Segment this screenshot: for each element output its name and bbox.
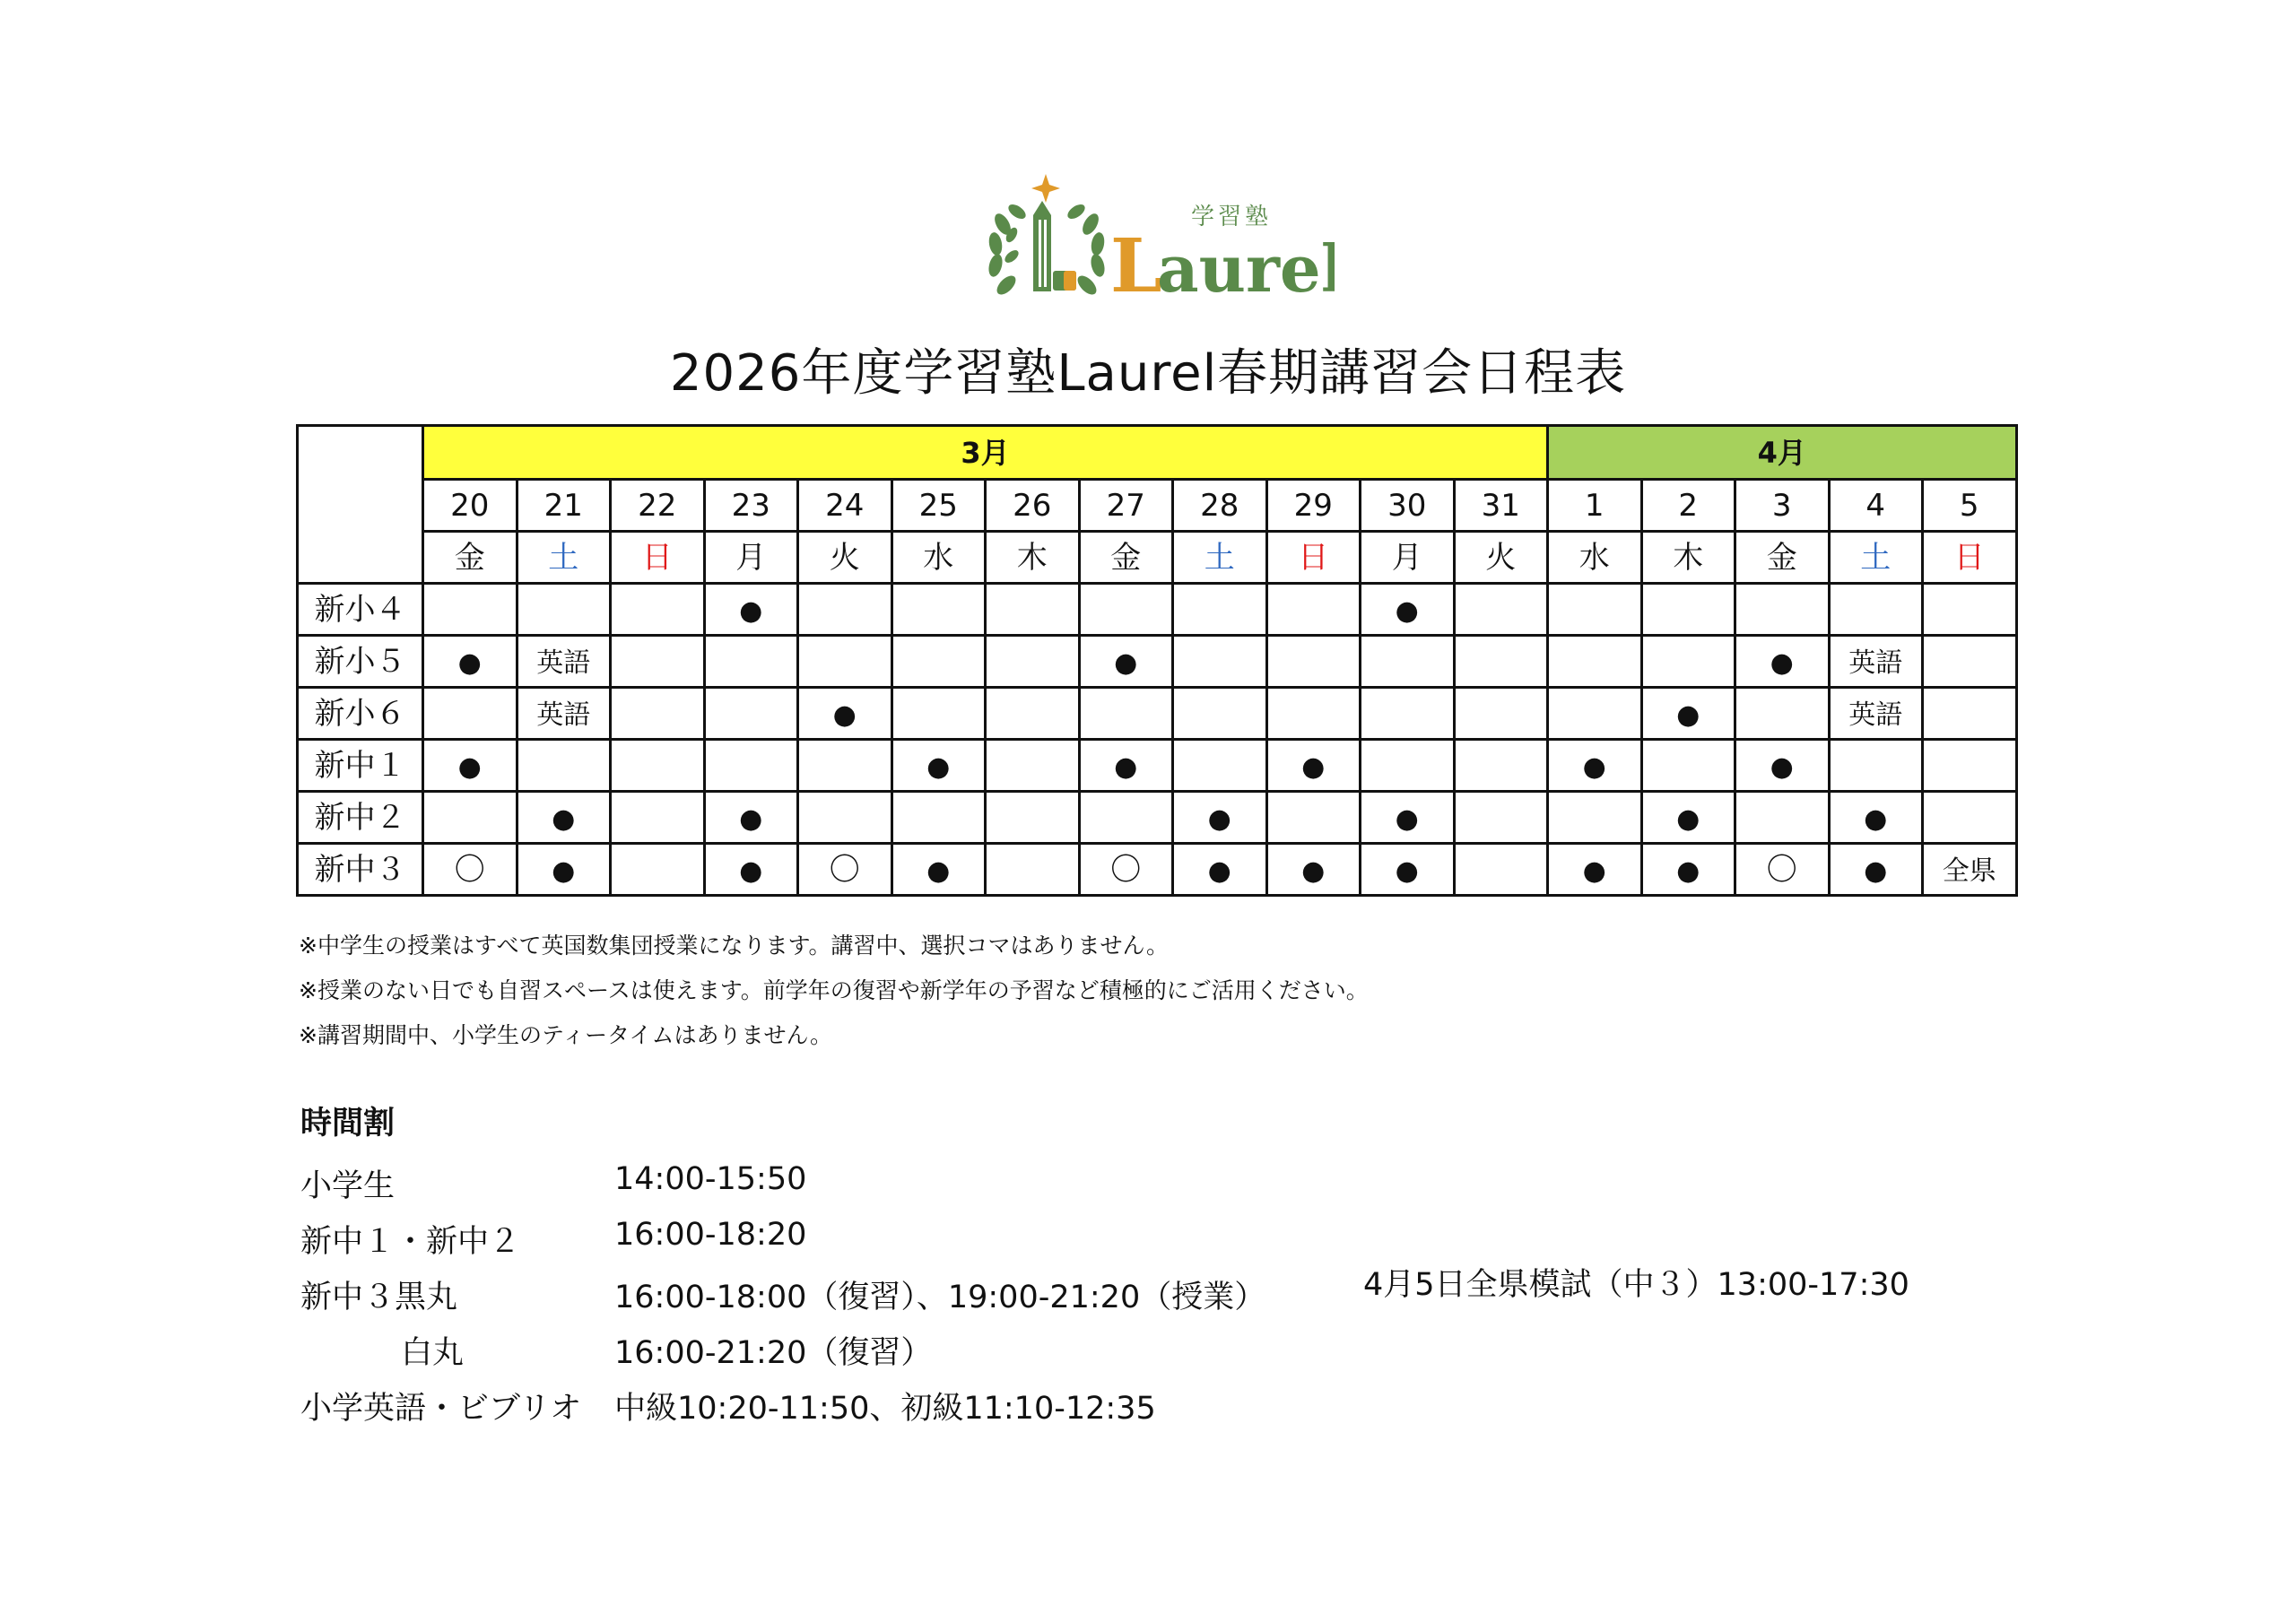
date-cell: 20	[423, 480, 517, 532]
schedule-cell	[1266, 636, 1361, 688]
schedule-cell	[517, 688, 611, 740]
class-dot-mark: ●	[552, 803, 576, 835]
weekday-cell: 土	[517, 532, 611, 584]
schedule-cell	[704, 636, 798, 688]
schedule-cell	[1641, 844, 1735, 896]
date-cell: 4	[1829, 480, 1923, 532]
schedule-cell	[1454, 844, 1548, 896]
weekday-cell: 金	[1735, 532, 1830, 584]
schedule-cell	[1641, 584, 1735, 636]
grade-row	[298, 688, 2017, 740]
date-cell: 21	[517, 480, 611, 532]
schedule-cell	[1454, 792, 1548, 844]
weekday-cell: 水	[891, 532, 986, 584]
schedule-cell	[1173, 844, 1267, 896]
schedule-cell	[1548, 740, 1642, 792]
schedule-cell	[517, 740, 611, 792]
class-dot-mark: ●	[1770, 647, 1794, 679]
class-dot-mark: ●	[1582, 855, 1606, 887]
grade-label: 新中３	[298, 844, 423, 896]
schedule-cell	[517, 636, 611, 688]
cell-text: 全県	[1942, 855, 1996, 887]
schedule-cell	[611, 636, 705, 688]
schedule-cell	[423, 584, 517, 636]
schedule-cell	[891, 584, 986, 636]
date-cell: 22	[611, 480, 705, 532]
note-item: ※中学生の授業はすべて英国数集団授業になります。講習中、選択コマはありません。	[299, 933, 1169, 959]
date-cell: 2	[1641, 480, 1735, 532]
schedule-cell	[1829, 584, 1923, 636]
schedule-cell	[1079, 792, 1173, 844]
schedule-cell	[517, 584, 611, 636]
timetable-label: 小学生	[300, 1168, 396, 1204]
schedule-cell	[1361, 844, 1455, 896]
schedule-cell	[1548, 636, 1642, 688]
schedule-cell	[1079, 740, 1173, 792]
class-dot-mark: ●	[1676, 855, 1700, 887]
month-header: 3月	[423, 426, 1548, 480]
date-cell: 28	[1173, 480, 1267, 532]
schedule-cell	[1173, 740, 1267, 792]
weekday-cell: 木	[1641, 532, 1735, 584]
schedule-cell	[1735, 584, 1830, 636]
schedule-cell	[423, 740, 517, 792]
review-circle-mark: 〇	[1766, 851, 1797, 888]
schedule-cell	[1079, 584, 1173, 636]
timetable-value: 16:00-18:00（復習）、19:00-21:20（授業）	[614, 1280, 1266, 1315]
timetable-label: 白丸	[401, 1335, 465, 1371]
class-dot-mark: ●	[1207, 803, 1231, 835]
page-title: 2026年度学習塾Laurel春期講習会日程表	[669, 344, 1627, 403]
schedule-cell	[891, 636, 986, 688]
schedule-cell	[798, 792, 892, 844]
weekday-cell: 日	[1266, 532, 1361, 584]
class-dot-mark: ●	[1301, 855, 1326, 887]
schedule-cell	[986, 584, 1080, 636]
weekday-cell: 金	[423, 532, 517, 584]
schedule-cell	[1548, 688, 1642, 740]
schedule-cell	[986, 688, 1080, 740]
schedule-cell	[1923, 636, 2017, 688]
class-dot-mark: ●	[1395, 855, 1419, 887]
schedule-cell	[891, 688, 986, 740]
notes	[299, 924, 1369, 1058]
schedule-cell	[1079, 688, 1173, 740]
note-item: ※講習期間中、小学生のティータイムはありません。	[299, 1022, 832, 1048]
schedule-cell	[1641, 792, 1735, 844]
review-circle-mark: 〇	[829, 851, 860, 888]
schedule-cell	[986, 740, 1080, 792]
schedule-cell	[423, 688, 517, 740]
schedule-cell	[704, 740, 798, 792]
weekday-cell: 日	[611, 532, 705, 584]
grade-label: 新小５	[298, 636, 423, 688]
class-dot-mark: ●	[1676, 803, 1700, 835]
schedule-cell	[517, 792, 611, 844]
class-dot-mark: ●	[552, 855, 576, 887]
class-dot-mark: ●	[1395, 803, 1419, 835]
logo-rest: aurel	[1157, 230, 1335, 305]
grade-row	[298, 740, 2017, 792]
schedule-cell	[1454, 584, 1548, 636]
grade-row	[298, 844, 2017, 896]
date-cell: 3	[1735, 480, 1830, 532]
weekday-cell: 火	[1454, 532, 1548, 584]
schedule-cell	[1735, 688, 1830, 740]
grade-label: 新中２	[298, 792, 423, 844]
schedule-cell	[798, 844, 892, 896]
cell-text: 英語	[536, 647, 591, 679]
class-dot-mark: ●	[926, 855, 951, 887]
schedule-cell	[611, 740, 705, 792]
class-dot-mark: ●	[457, 647, 482, 679]
weekday-cell: 日	[1923, 532, 2017, 584]
date-row	[298, 480, 2017, 532]
weekday-row	[298, 532, 2017, 584]
schedule-cell	[798, 584, 892, 636]
timetable-value: 16:00-18:20	[614, 1217, 807, 1253]
timetable-row	[300, 1217, 807, 1272]
grade-row	[298, 636, 2017, 688]
month-header: 4月	[1548, 426, 2017, 480]
exam-note: 4月5日全県模試（中３）13:00-17:30	[1363, 1267, 1909, 1303]
class-dot-mark: ●	[1864, 803, 1888, 835]
schedule-cell	[704, 584, 798, 636]
class-dot-mark: ●	[832, 699, 857, 731]
schedule-cell	[891, 844, 986, 896]
schedule-cell	[704, 688, 798, 740]
schedule-cell	[1454, 688, 1548, 740]
class-dot-mark: ●	[1864, 855, 1888, 887]
class-dot-mark: ●	[1114, 647, 1138, 679]
date-cell: 23	[704, 480, 798, 532]
schedule-cell	[1923, 584, 2017, 636]
date-cell: 29	[1266, 480, 1361, 532]
timetable-label: 新中１・新中２	[300, 1224, 521, 1260]
logo-L: L	[1110, 223, 1162, 305]
weekday-cell: 月	[1361, 532, 1455, 584]
class-dot-mark: ●	[1207, 855, 1231, 887]
schedule-cell	[1173, 584, 1267, 636]
grade-row	[298, 792, 2017, 844]
timetable-row	[300, 1161, 807, 1217]
schedule-cell	[423, 792, 517, 844]
schedule-cell	[1923, 844, 2017, 896]
schedule-cell	[1266, 740, 1361, 792]
schedule-cell	[611, 792, 705, 844]
class-dot-mark: ●	[926, 751, 951, 783]
schedule-cell	[517, 844, 611, 896]
schedule-cell	[798, 636, 892, 688]
timetable-value: 中級10:20-11:50、初級11:10-12:35	[614, 1391, 1156, 1427]
month-header-row	[298, 426, 2017, 480]
schedule-cell	[1361, 740, 1455, 792]
schedule-cell	[1548, 584, 1642, 636]
date-cell: 26	[986, 480, 1080, 532]
schedule-cell	[611, 844, 705, 896]
laurel-wreath-icon	[987, 174, 1107, 298]
schedule-cell	[1735, 740, 1830, 792]
schedule-cell	[1829, 844, 1923, 896]
schedule-cell	[1829, 792, 1923, 844]
schedule-cell	[704, 792, 798, 844]
timetable-label: 新中３黒丸	[300, 1280, 458, 1315]
schedule-cell	[1641, 740, 1735, 792]
date-cell: 25	[891, 480, 986, 532]
weekday-cell: 金	[1079, 532, 1173, 584]
corner-cell	[298, 426, 423, 584]
class-dot-mark: ●	[1770, 751, 1794, 783]
date-cell: 5	[1923, 480, 2017, 532]
class-dot-mark: ●	[1395, 595, 1419, 627]
cell-text: 英語	[1848, 647, 1903, 679]
schedule-cell	[1641, 688, 1735, 740]
grade-row	[298, 584, 2017, 636]
schedule-cell	[611, 584, 705, 636]
schedule-cell	[1923, 688, 2017, 740]
date-cell: 31	[1454, 480, 1548, 532]
schedule-cell	[1641, 636, 1735, 688]
weekday-cell: 土	[1829, 532, 1923, 584]
schedule-cell	[1829, 688, 1923, 740]
schedule-cell	[1735, 636, 1830, 688]
logo-kanji: 学習塾	[1191, 204, 1273, 230]
timetable-row	[300, 1384, 1156, 1439]
schedule-cell	[423, 844, 517, 896]
timetable-value: 16:00-21:20（復習）	[614, 1335, 933, 1371]
schedule-cell	[1361, 792, 1455, 844]
schedule-cell	[1173, 792, 1267, 844]
schedule-cell	[1923, 792, 2017, 844]
schedule-cell	[891, 740, 986, 792]
class-dot-mark: ●	[739, 803, 763, 835]
class-dot-mark: ●	[1301, 751, 1326, 783]
date-cell: 1	[1548, 480, 1642, 532]
schedule-cell	[1173, 636, 1267, 688]
schedule-cell	[1454, 740, 1548, 792]
weekday-cell: 木	[986, 532, 1080, 584]
schedule-cell	[1548, 844, 1642, 896]
class-dot-mark: ●	[739, 595, 763, 627]
cell-text: 英語	[1848, 699, 1903, 731]
schedule-cell	[891, 792, 986, 844]
schedule-cell	[986, 792, 1080, 844]
weekday-cell: 土	[1173, 532, 1267, 584]
weekday-cell: 月	[704, 532, 798, 584]
schedule-cell	[1079, 844, 1173, 896]
grade-label: 新中１	[298, 740, 423, 792]
schedule-cell	[704, 844, 798, 896]
schedule-cell	[986, 636, 1080, 688]
schedule-cell	[1361, 688, 1455, 740]
schedule-cell	[1548, 792, 1642, 844]
weekday-cell: 水	[1548, 532, 1642, 584]
schedule-cell	[1454, 636, 1548, 688]
schedule-cell	[1266, 792, 1361, 844]
timetable-row	[300, 1272, 1266, 1328]
timetable-value: 14:00-15:50	[614, 1161, 807, 1197]
review-circle-mark: 〇	[454, 851, 485, 888]
timetable-label: 小学英語・ビブリオ	[300, 1391, 582, 1427]
note-item: ※授業のない日でも自習スペースは使えます。前学年の復習や新学年の予習など積極的にご活用ください。	[299, 977, 1369, 1003]
schedule-cell	[1735, 792, 1830, 844]
schedule-cell	[1735, 844, 1830, 896]
date-cell: 30	[1361, 480, 1455, 532]
schedule-cell	[423, 636, 517, 688]
date-cell: 27	[1079, 480, 1173, 532]
laurel-logo	[976, 170, 1335, 305]
class-dot-mark: ●	[457, 751, 482, 783]
class-dot-mark: ●	[1676, 699, 1700, 731]
schedule-cell	[1923, 740, 2017, 792]
schedule-cell	[1173, 688, 1267, 740]
review-circle-mark: 〇	[1110, 851, 1142, 888]
schedule-cell	[798, 740, 892, 792]
timetable-heading: 時間割	[300, 1106, 396, 1141]
grade-label: 新小６	[298, 688, 423, 740]
schedule-cell	[1266, 688, 1361, 740]
schedule-cell	[1361, 584, 1455, 636]
timetable	[300, 1098, 1266, 1439]
timetable-row	[300, 1328, 933, 1384]
cell-text: 英語	[536, 699, 591, 731]
grade-label: 新小４	[298, 584, 423, 636]
schedule-cell	[611, 688, 705, 740]
schedule-cell	[1266, 844, 1361, 896]
date-cell: 24	[798, 480, 892, 532]
schedule-cell	[1829, 636, 1923, 688]
schedule-cell	[1361, 636, 1455, 688]
schedule-cell	[1079, 636, 1173, 688]
class-dot-mark: ●	[739, 855, 763, 887]
schedule-cell	[1266, 584, 1361, 636]
schedule-table	[296, 424, 2018, 897]
class-dot-mark: ●	[1114, 751, 1138, 783]
schedule-cell	[986, 844, 1080, 896]
weekday-cell: 火	[798, 532, 892, 584]
schedule-cell	[798, 688, 892, 740]
schedule-cell	[1829, 740, 1923, 792]
class-dot-mark: ●	[1582, 751, 1606, 783]
